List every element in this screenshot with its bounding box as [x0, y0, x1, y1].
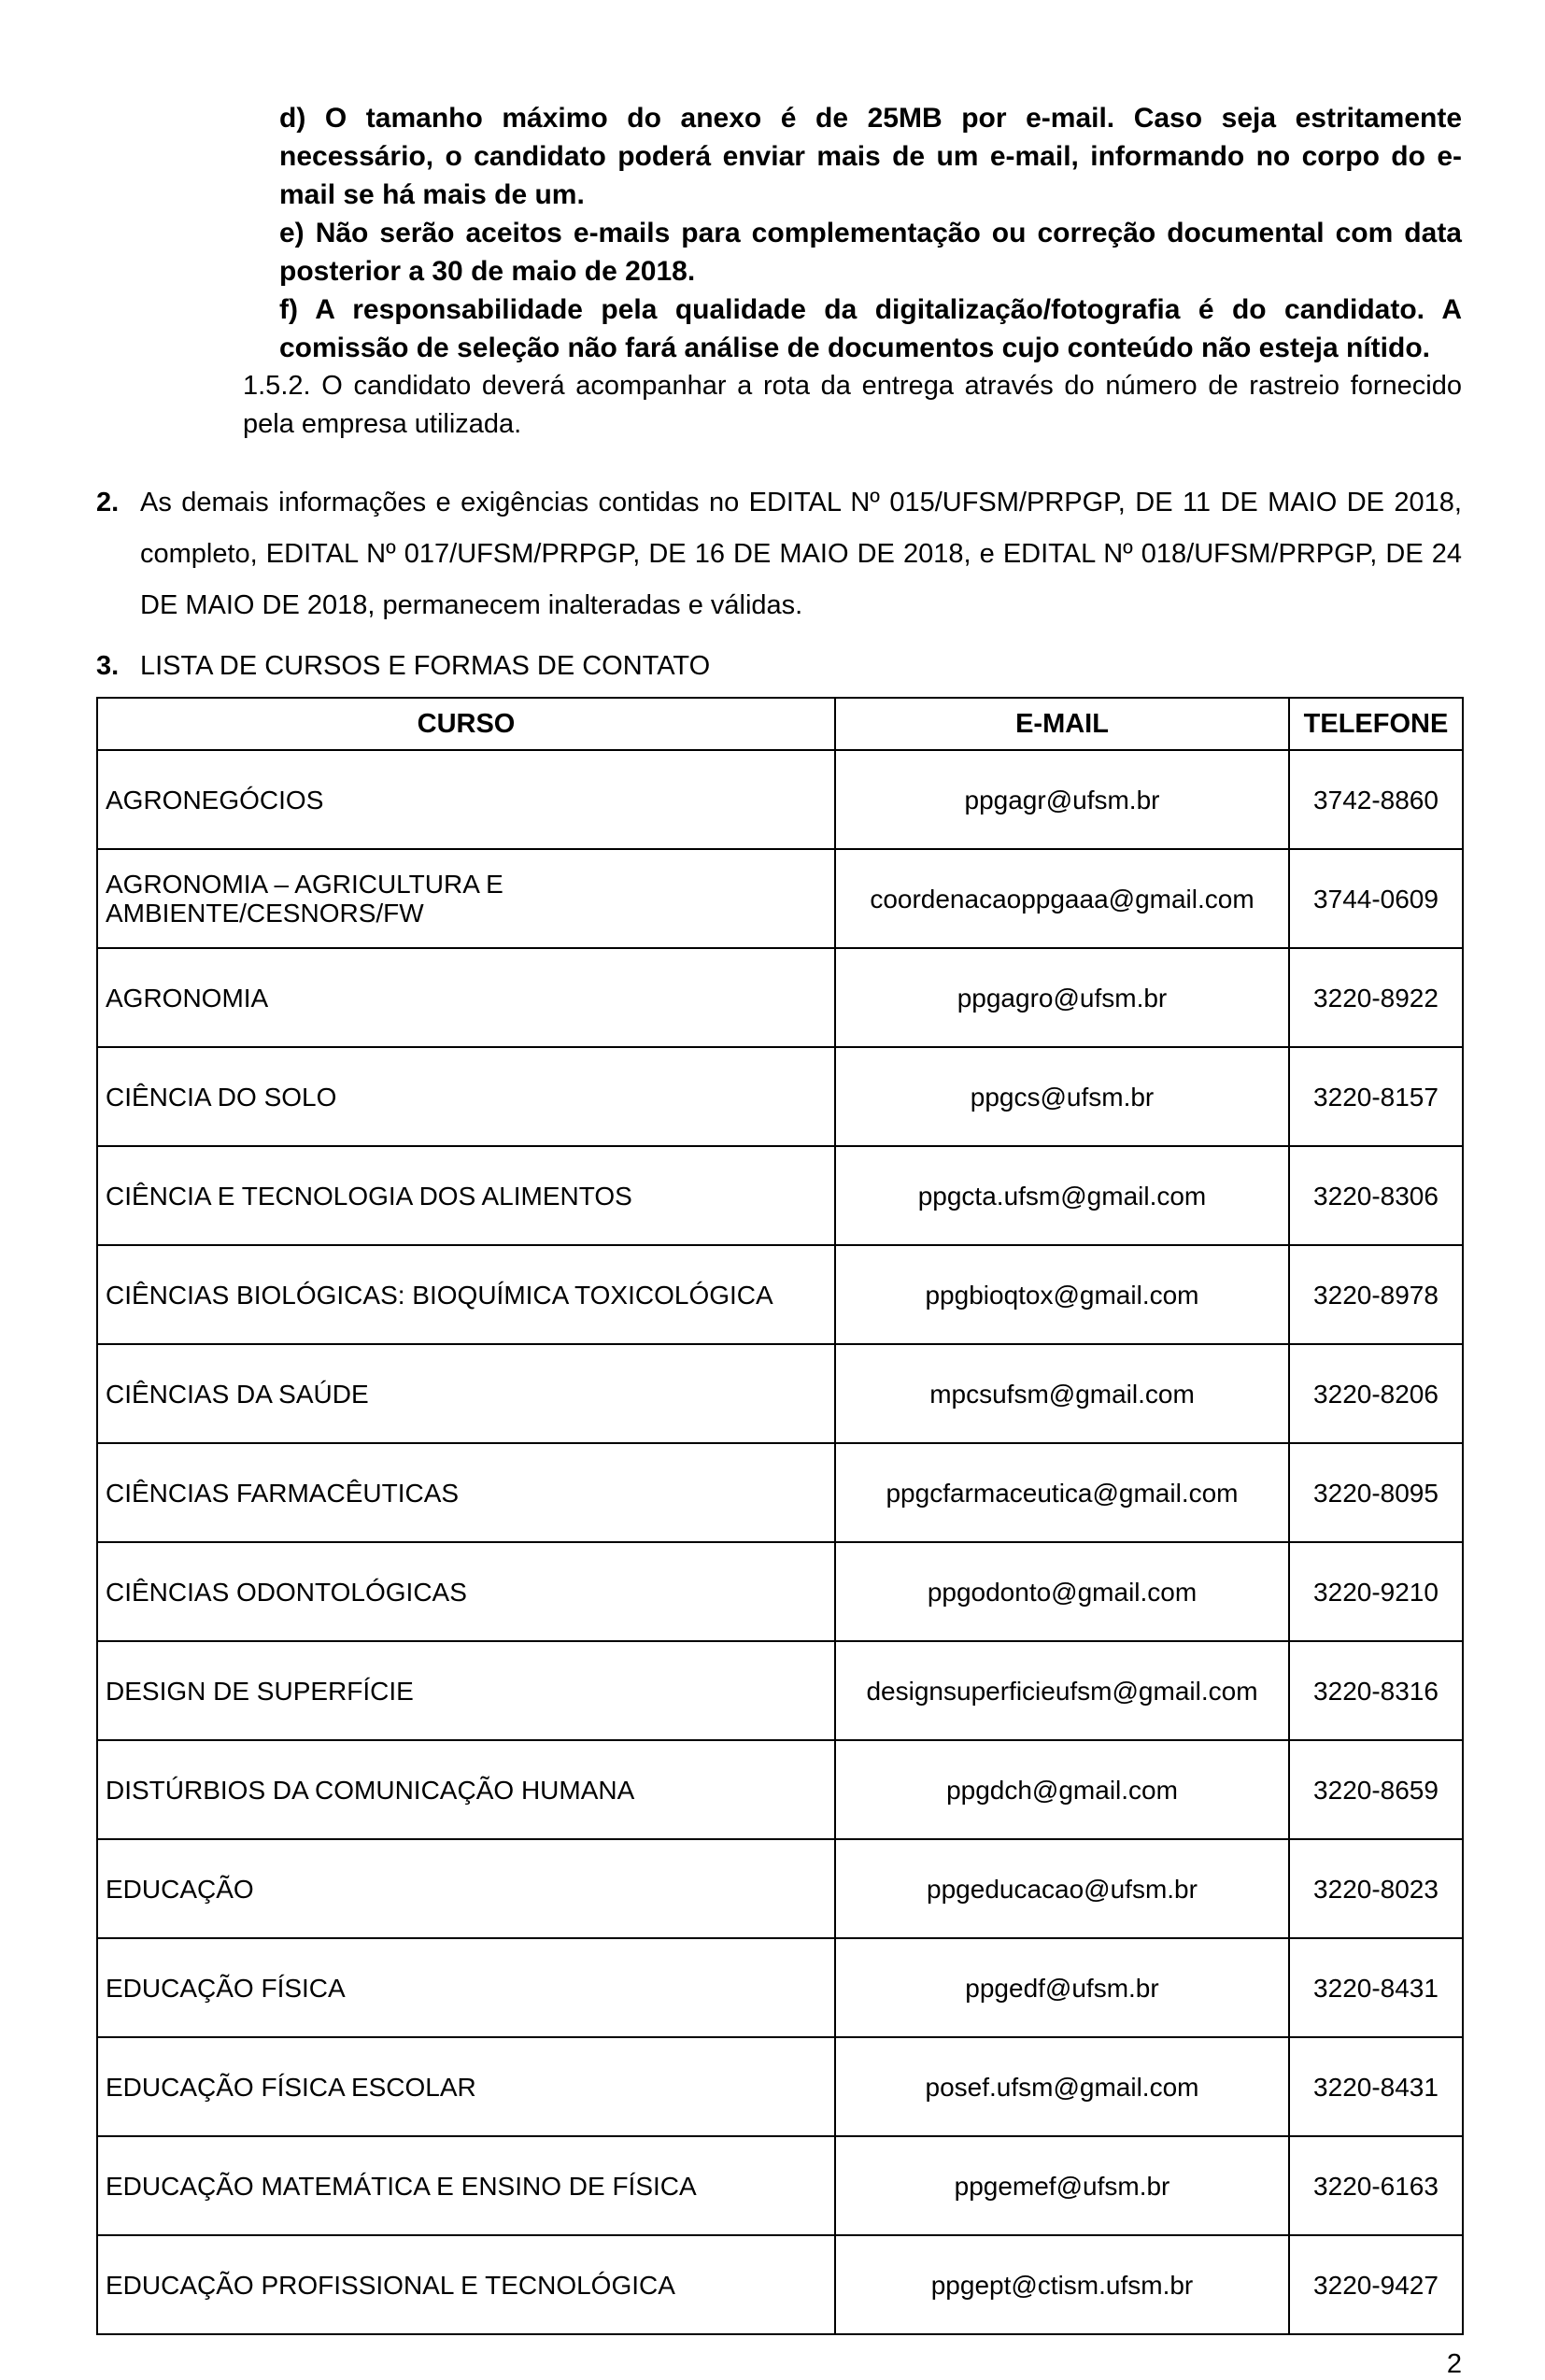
course-email-cell: ppgagro@ufsm.br — [835, 948, 1289, 1047]
course-name-cell: CIÊNCIAS DA SAÚDE — [97, 1344, 835, 1443]
course-phone-cell: 3220-8206 — [1289, 1344, 1463, 1443]
column-header-telefone: TELEFONE — [1289, 698, 1463, 750]
course-name-cell: EDUCAÇÃO MATEMÁTICA E ENSINO DE FÍSICA — [97, 2136, 835, 2235]
course-phone-cell: 3220-9210 — [1289, 1542, 1463, 1641]
course-phone-cell: 3220-8306 — [1289, 1146, 1463, 1245]
numbered-item-3 — [96, 647, 1462, 686]
course-name-cell: EDUCAÇÃO FÍSICA ESCOLAR — [97, 2037, 835, 2136]
contact-table-header — [97, 698, 1463, 750]
table-row — [97, 1443, 1463, 1542]
course-email-cell: ppgedf@ufsm.br — [835, 1938, 1289, 2037]
item-2-number: 2. — [96, 488, 120, 517]
course-email-cell: ppgagr@ufsm.br — [835, 750, 1289, 849]
course-name-cell: DISTÚRBIOS DA COMUNICAÇÃO HUMANA — [97, 1740, 835, 1839]
contact-table — [96, 697, 1464, 2335]
column-header-curso: CURSO — [97, 698, 835, 750]
table-row — [97, 1839, 1463, 1938]
course-email-cell: ppgcfarmaceutica@gmail.com — [835, 1443, 1289, 1542]
table-row — [97, 1245, 1463, 1344]
course-name-cell: AGRONOMIA — [97, 948, 835, 1047]
table-row — [97, 948, 1463, 1047]
course-phone-cell: 3220-8978 — [1289, 1245, 1463, 1344]
course-name-cell: DESIGN DE SUPERFÍCIE — [97, 1641, 835, 1740]
course-name-cell: CIÊNCIAS FARMACÊUTICAS — [97, 1443, 835, 1542]
course-email-cell: ppgbioqtox@gmail.com — [835, 1245, 1289, 1344]
course-phone-cell: 3220-6163 — [1289, 2136, 1463, 2235]
table-row — [97, 1938, 1463, 2037]
course-name-cell: EDUCAÇÃO FÍSICA — [97, 1938, 835, 2037]
paragraph-item-d: d) O tamanho máximo do anexo é de 25MB por e-mail. Caso seja estritamente necessário, o candidato poderá enviar mais de um e-mail, informando no corpo do e-mail se há mais de um. — [279, 103, 1462, 210]
course-name-cell: CIÊNCIAS ODONTOLÓGICAS — [97, 1542, 835, 1641]
course-name-cell: EDUCAÇÃO PROFISSIONAL E TECNOLÓGICA — [97, 2235, 835, 2334]
numbered-item-2 — [96, 477, 1462, 631]
course-email-cell: designsuperficieufsm@gmail.com — [835, 1641, 1289, 1740]
column-header-email: E-MAIL — [835, 698, 1289, 750]
table-row — [97, 1146, 1463, 1245]
table-row — [97, 849, 1463, 948]
course-name-cell: AGRONEGÓCIOS — [97, 750, 835, 849]
course-phone-cell: 3220-9427 — [1289, 2235, 1463, 2334]
course-name-cell: CIÊNCIA DO SOLO — [97, 1047, 835, 1146]
table-row — [97, 1740, 1463, 1839]
table-row — [97, 1542, 1463, 1641]
table-row — [97, 750, 1463, 849]
item-3-number: 3. — [96, 651, 120, 681]
course-email-cell: ppgcta.ufsm@gmail.com — [835, 1146, 1289, 1245]
item-2-text: As demais informações e exigências contidas no EDITAL Nº 015/UFSM/PRPGP, DE 11 DE MAIO DE 2018, completo, EDITAL Nº 017/UFSM/PRPGP, DE 16 DE MAIO DE 2018, e EDITAL Nº 018/UFSM/PRPGP, DE 24 DE MAIO DE 2018, permanecem inalteradas e válidas. — [140, 488, 1462, 620]
table-row — [97, 2136, 1463, 2235]
course-email-cell: ppgodonto@gmail.com — [835, 1542, 1289, 1641]
course-email-cell: ppgdch@gmail.com — [835, 1740, 1289, 1839]
course-phone-cell: 3742-8860 — [1289, 750, 1463, 849]
course-email-cell: ppgeducacao@ufsm.br — [835, 1839, 1289, 1938]
course-phone-cell: 3220-8023 — [1289, 1839, 1463, 1938]
course-name-cell: AGRONOMIA – AGRICULTURA E AMBIENTE/CESNORS/FW — [97, 849, 835, 948]
table-row — [97, 2235, 1463, 2334]
item-3-heading: LISTA DE CURSOS E FORMAS DE CONTATO — [140, 651, 711, 681]
paragraph-1-5-2: 1.5.2. O candidato deverá acompanhar a rota da entrega através do número de rastreio fornecido pela empresa utilizada. — [243, 371, 1462, 439]
course-email-cell: ppgcs@ufsm.br — [835, 1047, 1289, 1146]
contact-table-body — [97, 750, 1463, 2334]
course-email-cell: coordenacaoppgaaa@gmail.com — [835, 849, 1289, 948]
course-phone-cell: 3220-8431 — [1289, 1938, 1463, 2037]
course-email-cell: posef.ufsm@gmail.com — [835, 2037, 1289, 2136]
course-email-cell: ppgemef@ufsm.br — [835, 2136, 1289, 2235]
course-phone-cell: 3220-8316 — [1289, 1641, 1463, 1740]
course-phone-cell: 3220-8095 — [1289, 1443, 1463, 1542]
page-number: 2 — [1446, 2349, 1462, 2379]
course-name-cell: CIÊNCIA E TECNOLOGIA DOS ALIMENTOS — [97, 1146, 835, 1245]
course-phone-cell: 3220-8157 — [1289, 1047, 1463, 1146]
table-row — [97, 2037, 1463, 2136]
course-email-cell: mpcsufsm@gmail.com — [835, 1344, 1289, 1443]
course-phone-cell: 3220-8659 — [1289, 1740, 1463, 1839]
course-name-cell: CIÊNCIAS BIOLÓGICAS: BIOQUÍMICA TOXICOLÓGICA — [97, 1245, 835, 1344]
course-email-cell: ppgept@ctism.ufsm.br — [835, 2235, 1289, 2334]
course-phone-cell: 3220-8922 — [1289, 948, 1463, 1047]
table-row — [97, 1344, 1463, 1443]
course-phone-cell: 3744-0609 — [1289, 849, 1463, 948]
paragraph-item-e: e) Não serão aceitos e-mails para complementação ou correção documental com data posterior a 30 de maio de 2018. — [279, 218, 1462, 287]
header-row — [97, 698, 1463, 750]
table-row — [97, 1047, 1463, 1146]
course-phone-cell: 3220-8431 — [1289, 2037, 1463, 2136]
table-row — [97, 1641, 1463, 1740]
lettered-subitems — [279, 99, 1462, 367]
paragraph-item-f: f) A responsabilidade pela qualidade da digitalização/fotografia é do candidato. A comissão de seleção não fará análise de documentos cujo conteúdo não esteja nítido. — [279, 294, 1462, 363]
course-name-cell: EDUCAÇÃO — [97, 1839, 835, 1938]
